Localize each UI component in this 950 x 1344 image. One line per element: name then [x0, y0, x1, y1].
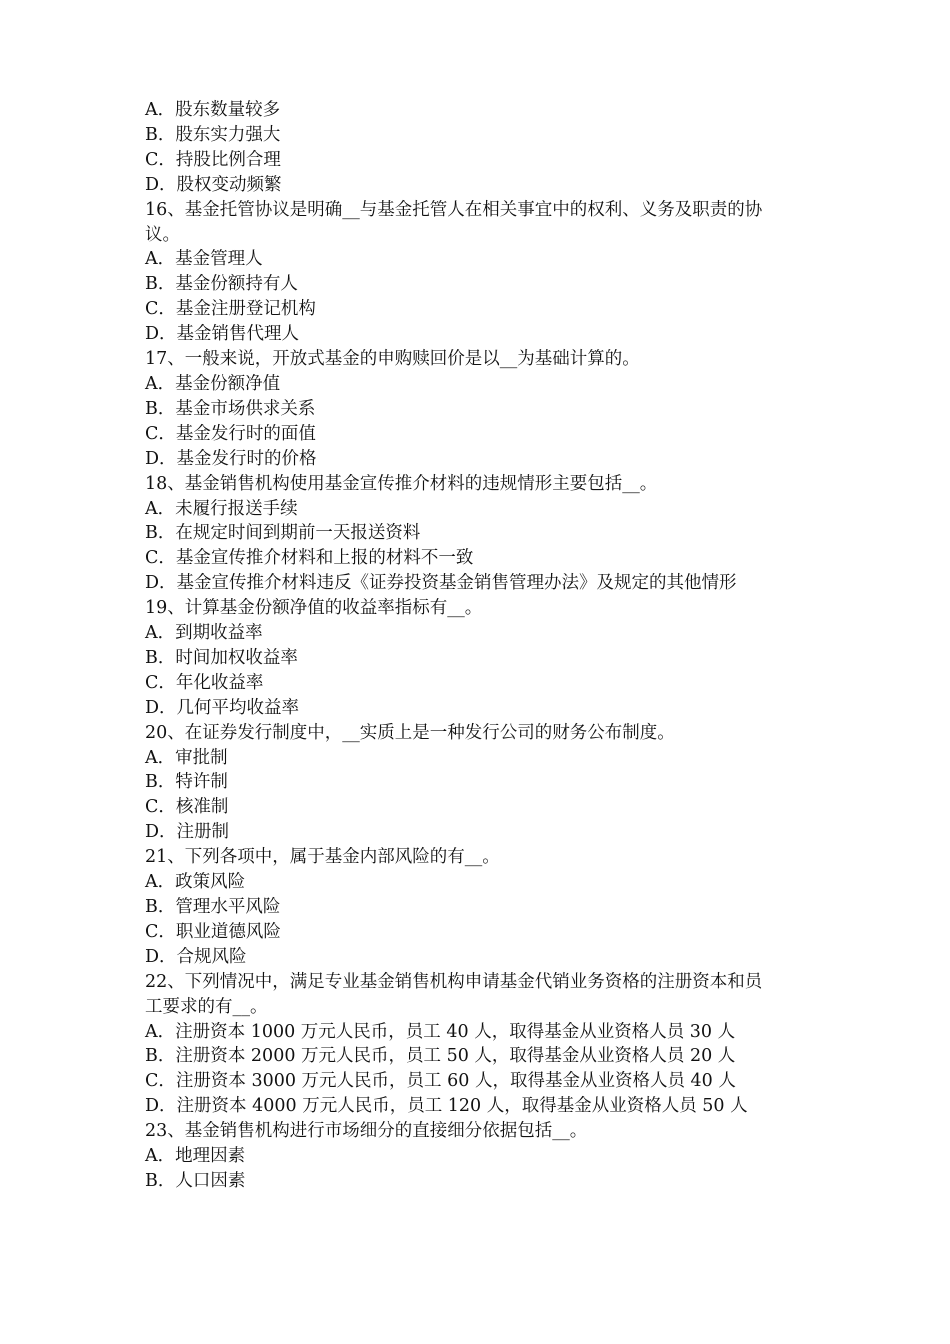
option-line: D．几何平均收益率 [145, 697, 300, 718]
option-line: C．持股比例合理 [145, 149, 281, 170]
question-line: 工要求的有__。 [145, 996, 268, 1017]
option-line: A．股东数量较多 [145, 100, 281, 120]
option-line: D．合规风险 [145, 946, 247, 967]
option-line: B．注册资本 2000 万元人民币，员工 50 人，取得基金从业资格人员 20 人 [145, 1046, 736, 1067]
option-line: C．年化收益率 [145, 672, 264, 693]
question-line: 16、基金托管协议是明确__与基金托管人在相关事宜中的权利、义务及职责的协 [145, 199, 763, 220]
option-line: B．股东实力强大 [145, 124, 281, 145]
option-line: A．审批制 [145, 747, 228, 768]
document-body [145, 98, 825, 1194]
option-line: B．时间加权收益率 [145, 647, 298, 668]
option-line: C．注册资本 3000 万元人民币，员工 60 人，取得基金从业资格人员 40 人 [145, 1071, 736, 1092]
option-line: D．股权变动频繁 [145, 174, 282, 195]
option-line: B．基金份额持有人 [145, 274, 298, 295]
option-line: A．未履行报送手续 [145, 498, 298, 519]
option-line: A．基金管理人 [145, 249, 263, 270]
option-line: D．注册资本 4000 万元人民币，员工 120 人，取得基金从业资格人员 50 人 [145, 1096, 748, 1117]
question-line: 22、下列情况中，满足专业基金销售机构申请基金代销业务资格的注册资本和员 [145, 971, 763, 992]
option-line: A．政策风险 [145, 872, 246, 893]
question-line: 17、一般来说，开放式基金的申购赎回价是以__为基础计算的。 [145, 349, 640, 370]
option-line: A．注册资本 1000 万元人民币，员工 40 人，取得基金从业资格人员 30 人 [145, 1021, 736, 1042]
option-line: D．基金宣传推介材料违反《证券投资基金销售管理办法》及规定的其他情形 [145, 573, 737, 594]
option-line: B．人口因素 [145, 1170, 246, 1191]
option-line: A．地理因素 [145, 1146, 246, 1167]
option-line: B．管理水平风险 [145, 897, 281, 917]
option-line: B．特许制 [145, 772, 228, 793]
question-line: 20、在证券发行制度中，__实质上是一种发行公司的财务公布制度。 [145, 722, 675, 743]
question-line: 18、基金销售机构使用基金宣传推介材料的违规情形主要包括__。 [145, 473, 658, 494]
option-line: D．基金发行时的价格 [145, 448, 317, 469]
option-line: D．注册制 [145, 822, 230, 843]
option-line: D．基金销售代理人 [145, 324, 300, 345]
option-line: C．基金宣传推介材料和上报的材料不一致 [145, 548, 474, 569]
question-line: 23、基金销售机构进行市场细分的直接细分依据包括__。 [145, 1121, 588, 1142]
question-line: 19、计算基金份额净值的收益率指标有__。 [145, 598, 483, 619]
option-line: B．基金市场供求关系 [145, 398, 316, 419]
question-line: 21、下列各项中，属于基金内部风险的有__。 [145, 847, 500, 868]
question-line: 议。 [145, 224, 180, 245]
option-line: C．职业道德风险 [145, 921, 281, 942]
option-line: A．基金份额净值 [145, 373, 281, 394]
option-line: A．到期收益率 [145, 623, 263, 644]
option-line: B．在规定时间到期前一天报送资料 [145, 523, 421, 544]
option-line: C．核准制 [145, 797, 229, 818]
option-line: C．基金发行时的面值 [145, 423, 316, 444]
option-line: C．基金注册登记机构 [145, 299, 316, 320]
